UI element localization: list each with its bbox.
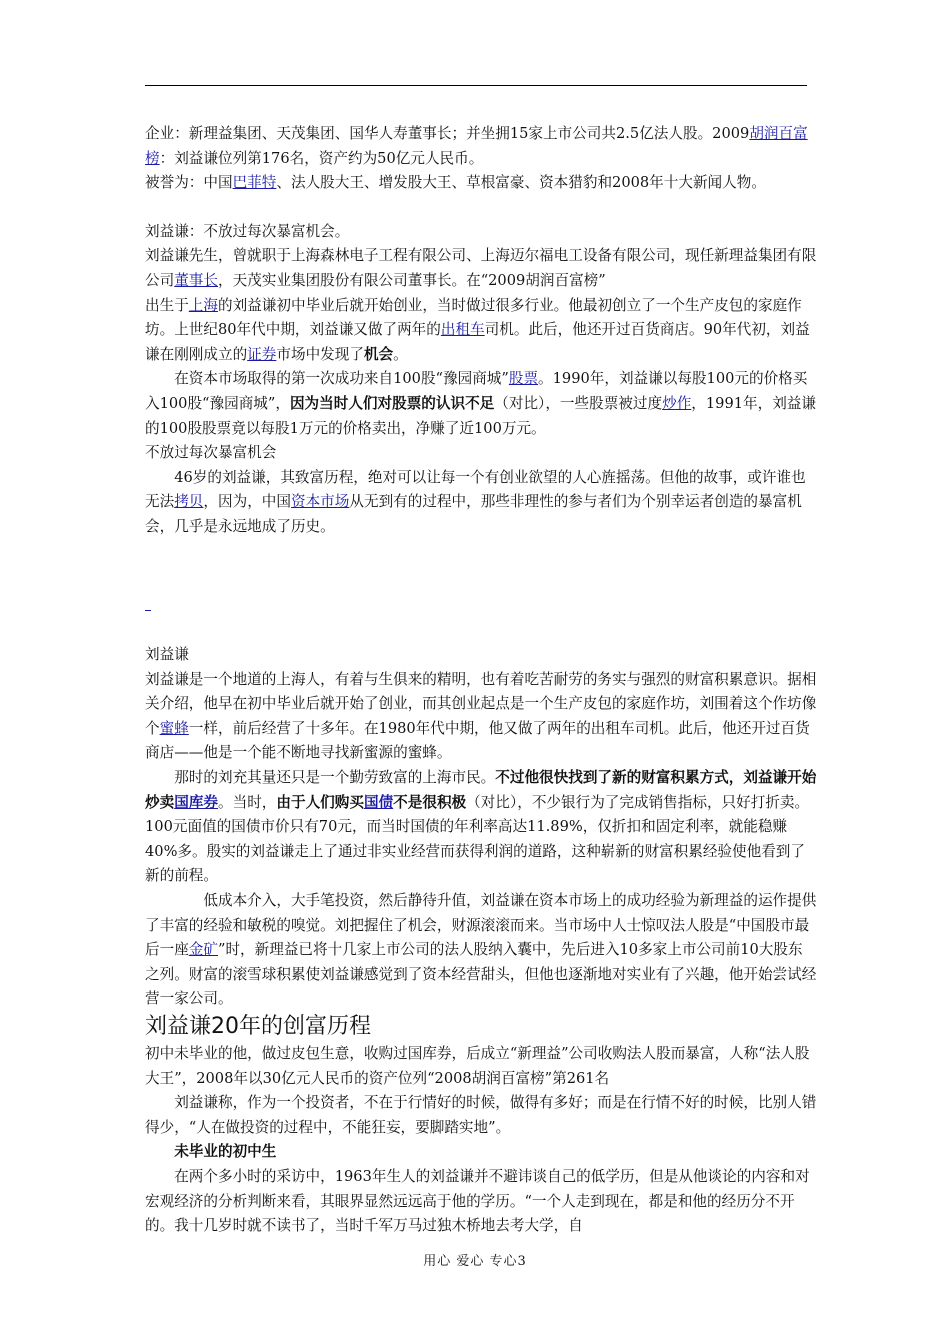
paragraph-nicknames: 被誉为：中国巴菲特、法人股大王、增发股大王、草根富豪、资本猎豹和2008年十大新闻人物。 xyxy=(145,174,766,192)
paragraph-title-line: 刘益谦：不放过每次暴富机会。 xyxy=(145,222,350,240)
paragraph-interview: 在两个多小时的采访中，1963年生人的刘益谦并不避讳谈自己的低学历，但是从他谈论的内容和对宏观经济的分析判断来看，其眼界显然远远高于他的学历。“一个人走到现在，都是和他的经历分不开的。我十几岁时就不读书了，当时千军万马过独木桥地去考大学，自 xyxy=(145,1167,810,1235)
paragraph-summary: 初中未毕业的他，做过皮包生意，收购过国库券，后成立“新理益”公司收购法人股而暴富，人称“法人股大王”，2008年以30亿元人民币的资产位列“2008胡润百富榜”第261名 xyxy=(145,1045,810,1087)
blank-space xyxy=(145,540,817,592)
paragraph-name: 刘益谦 xyxy=(145,646,189,664)
link-treasury-bills[interactable]: 国库券 xyxy=(174,793,218,811)
page-footer: 用心 爱心 专心3 xyxy=(423,1254,527,1269)
link-copy[interactable]: 拷贝 xyxy=(174,493,204,511)
document-body xyxy=(145,122,817,1239)
paragraph-treasury-bonds: 那时的刘充其量还只是一个勤劳致富的上海市民。不过他很快找到了新的财富积累方式，刘益谦开始炒卖国库券。当时，由于人们购买国债不是很积极（对比），不少银行为了完成销售指标，只好打折卖。100元面值的国债市价只有70元，而当时国债的年利率高达11.89%，仅折扣和固定利率，就能稳赚40%多。殷实的刘益谦走上了通过非实业经营而获得利润的道路，这种崭新的财富积累经验使他看到了新的前程。 xyxy=(145,769,817,885)
link-stock[interactable]: 股票 xyxy=(508,370,539,388)
header-rule xyxy=(145,85,807,86)
paragraph-bee: 刘益谦是一个地道的上海人，有着与生俱来的精明，也有着吃苦耐劳的务实与强烈的财富积累意识。据相关介绍，他早在初中毕业后就开始了创业，而其创业起点是一个生产皮包的家庭作坊，刘围着这个作坊像个蜜蜂一样，前后经营了十多年。在1980年代中期，他又做了两年的出租车司机。此后，他还开过百货商店——他是一个能不断地寻找新蜜源的蜜蜂。 xyxy=(145,670,817,762)
paragraph-career: 刘益谦先生，曾就职于上海森林电子工程有限公司、上海迈尔福电工设备有限公司，现任新理益集团有限公司董事长，天茂实业集团股份有限公司董事长。在“2009胡润百富榜” xyxy=(145,247,817,289)
link-gold-mine[interactable]: 金矿 xyxy=(188,941,218,959)
blank-line xyxy=(145,619,817,643)
link-buffett[interactable]: 巴菲特 xyxy=(232,174,277,192)
blank-line xyxy=(145,196,817,220)
paragraph-legal-person-shares: 低成本介入，大手笔投资，然后静待升值，刘益谦在资本市场上的成功经验为新理益的运作提供了丰富的经验和敏税的嗅觉。刘把握住了机会，财源滚滚而来。当市场中人士惊叹法人股是“中国股市最后一座金矿”时，新理益已将十几家上市公司的法人股纳入囊中，先后进入10多家上市公司前10大股东之列。财富的滚雪球积累使刘益谦感觉到了资本经营甜头，但他也逐渐地对实业有了兴趣，他开始尝试经营一家公司。 xyxy=(145,892,817,1008)
link-capital-market[interactable]: 资本市场 xyxy=(290,493,350,511)
link-shanghai[interactable]: 上海 xyxy=(188,296,218,314)
subheading-dropout: 未毕业的初中生 xyxy=(174,1143,277,1161)
link-national-debt[interactable]: 国债 xyxy=(363,793,394,811)
link-speculation[interactable]: 炒作 xyxy=(662,394,692,412)
paragraph-first-success: 在资本市场取得的第一次成功来自100股“豫园商城”股票。1990年，刘益谦以每股100元的价格买入100股“豫园商城”，因为当时人们对股票的认识不足（对比），一些股票被过度炒作，1991年，刘益谦的100股股票竟以每股1万元的价格卖出，净赚了近100万元。 xyxy=(145,370,816,437)
link-securities[interactable]: 证券 xyxy=(247,345,277,363)
link-bee[interactable]: 蜜蜂 xyxy=(159,719,189,737)
section-heading: 刘益谦20年的创富历程 xyxy=(145,1014,371,1039)
paragraph-subtitle: 不放过每次暴富机会 xyxy=(145,444,277,462)
empty-link-line xyxy=(145,592,817,620)
paragraph-age-46: 46岁的刘益谦，其致富历程，绝对可以让每一个有创业欲望的人心旌摇荡。但他的故事，或许谁也无法拷贝，因为，中国资本市场从无到有的过程中，那些非理性的参与者们为个别幸运者创造的暴富机会，几乎是永远地成了历史。 xyxy=(145,468,806,535)
paragraph-investor-quote: 刘益谦称，作为一个投资者，不在于行情好的时候，做得有多好；而是在行情不好的时候，比别人错得少，“人在做投资的过程中，不能狂妄，要脚踏实地”。 xyxy=(145,1094,817,1136)
link-taxi[interactable]: 出租车 xyxy=(440,321,485,339)
paragraph-company: 企业：新理益集团、天茂集团、国华人寿董事长；并坐拥15家上市公司共2.5亿法人股。2009胡润百富榜：刘益谦位列第176名，资产约为50亿元人民币。 xyxy=(145,125,808,167)
paragraph-early-life: 出生于上海的刘益谦初中毕业后就开始创业，当时做过很多行业。他最初创立了一个生产皮包的家庭作坊。上世纪80年代中期，刘益谦又做了两年的出租车司机。此后，他还开过百货商店。90年代初，刘益谦在刚刚成立的证券市场中发现了机会。 xyxy=(145,296,810,363)
link-chairman[interactable]: 董事长 xyxy=(174,271,218,289)
link-hurun-rich-list[interactable]: 胡润百富榜 xyxy=(145,125,808,167)
empty-link[interactable] xyxy=(145,592,151,611)
